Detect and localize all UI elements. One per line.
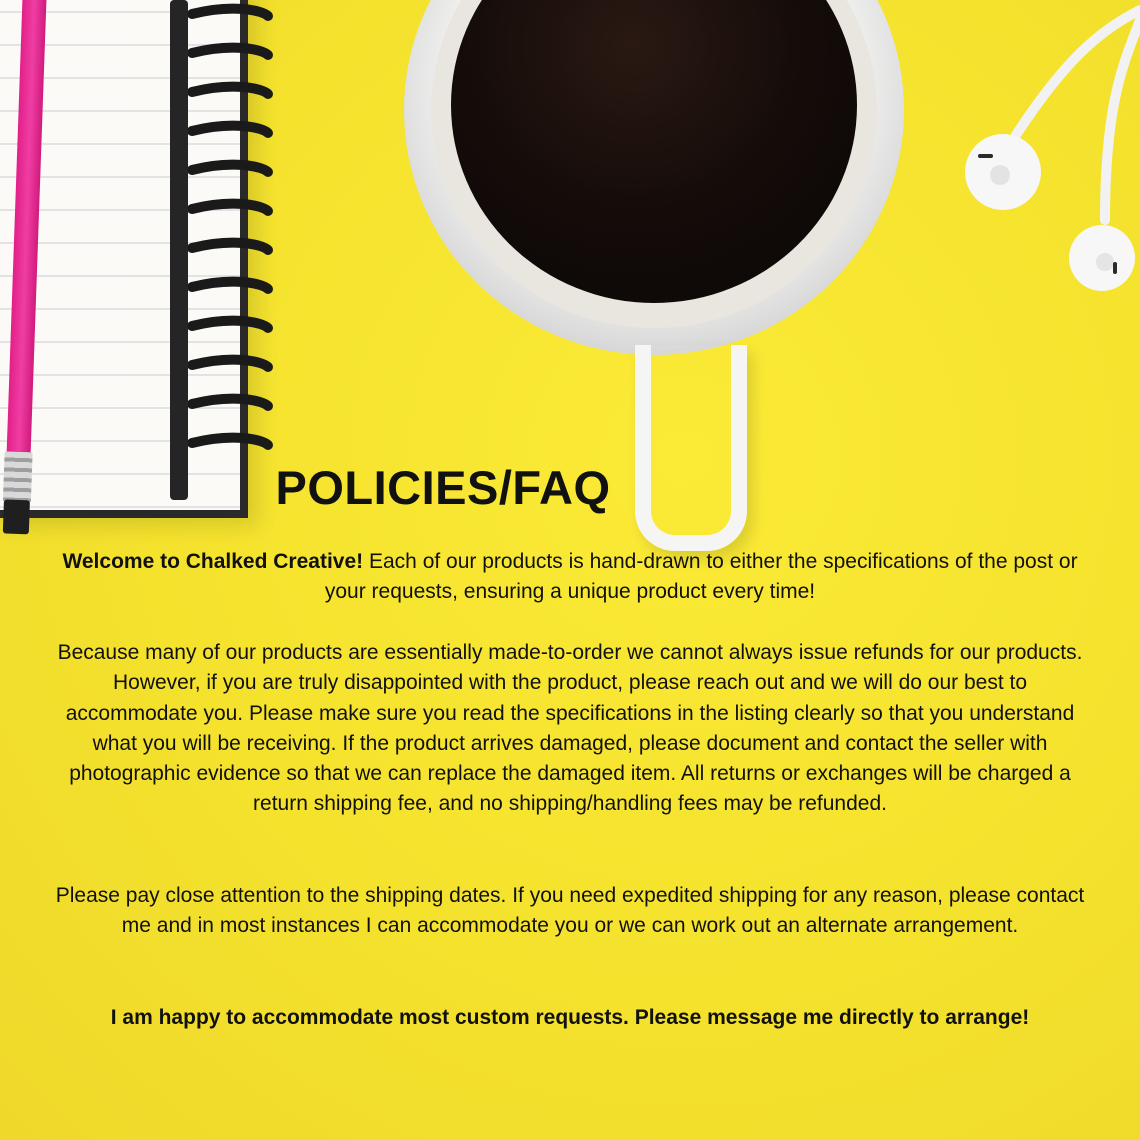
intro-lead: Welcome to Chalked Creative! bbox=[62, 550, 364, 573]
custom-requests-paragraph: I am happy to accommodate most custom requests. Please message me directly to arrange! bbox=[110, 1006, 1030, 1029]
intro-paragraph bbox=[48, 547, 1092, 608]
intro-text: Each of our products is hand-drawn to either the specifications of the post or your requests, ensuring a unique product every time! bbox=[324, 550, 1078, 604]
shipping-policy-paragraph: Please pay close attention to the shipping dates. If you need expedited shipping for any reason, please contact me and in most instances I can accommodate you or we can work out an alternate arrangement. bbox=[55, 884, 1085, 938]
page-title: POLICIES/FAQ bbox=[275, 461, 611, 514]
refund-policy-paragraph: Because many of our products are essentially made-to-order we cannot always issue refunds for our products. However, if you are truly disappointed with the product, please reach out and we will do our best to accommodate you. Please make sure you read the specifications in the listing clearly so that you understand what you will be receiving. If the product arrives damaged, please document and contact the seller with photographic evidence so that we can replace the damaged item. All returns or exchanges will be charged a return shipping fee, and no shipping/handling fees may be refunded. bbox=[57, 641, 1083, 816]
